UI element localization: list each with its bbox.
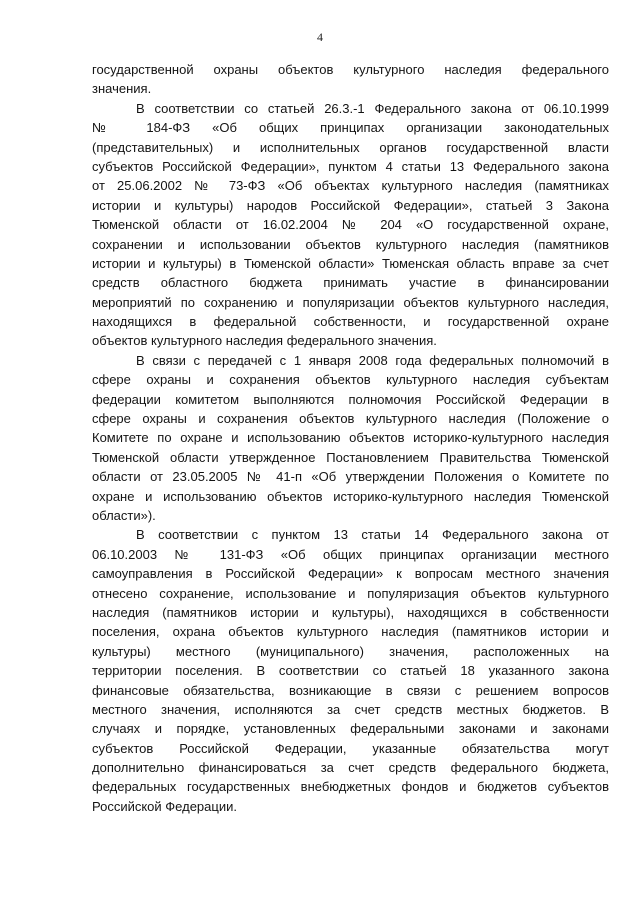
text-line: объектов культурного наследия федерального значения. [92,333,437,349]
page-number: 4 [317,30,323,44]
text-line: финансовые обязательства, возникающие в связи с решением вопросов [92,682,609,698]
text-line: находящихся в федеральной собственности, и государственной охране [92,314,609,330]
text-line: сохранении и использовании объектов культурного наследия (памятников [92,236,609,252]
document-body [92,60,609,816]
text-line: области от 23.05.2005 № 41-п «Об утверждении Положения о Комитете по [92,469,609,485]
text-line: мероприятий по сохранению и популяризации объектов культурного наследия, [92,294,609,310]
text-line: государственной охраны объектов культурного наследия федерального [92,62,609,77]
text-line: сфере охраны и сохранения объектов культурного наследия (Положение о [92,411,609,427]
text-line: наследия (памятников истории и культуры), находящихся в собственности [92,604,609,620]
text-line: Тюменской области утвержденное Постановлением Правительства Тюменской [92,449,609,465]
text-line: дополнительно финансироваться за счет средств федерального бюджета, [92,760,609,776]
text-line: В соответствии со статьей 26.3.-1 Федерального закона от 06.10.1999 [136,100,609,116]
text-line: охране и использованию объектов историко-культурного наследия Тюменской [92,488,609,504]
text-line: Российской Федерации. [92,798,237,814]
text-line: местного значения, исполняются за счет средств местных бюджетов. В [92,701,609,717]
text-line: территории поселения. В соответствии со статьей 18 указанного закона [92,663,609,679]
text-line: федерации комитетом выполняются полномочия Российской Федерации в [92,391,609,407]
text-line: средств областного бюджета принимать участие в финансировании [92,275,609,291]
text-line: Комитете по охране и использованию объектов историко-культурного наследия [92,430,609,446]
text-line: области»). [92,507,156,523]
text-line: федеральных государственных внебюджетных фондов и бюджетов субъектов [92,779,609,795]
text-line: субъектов Российской Федерации», пунктом 4 статьи 13 Федерального закона [92,158,609,174]
text-line: В соответствии с пунктом 13 статьи 14 Федерального закона от [136,527,609,543]
text-line: (представительных) и исполнительных органов государственной власти [92,139,609,155]
text-line: Тюменской области от 16.02.2004 № 204 «О государственной охране, [92,217,609,233]
text-line: отнесено сохранение, использование и популяризация объектов культурного [92,585,609,601]
text-line: случаях и порядке, установленных федеральными законами и законами [92,721,609,737]
text-line: поселения, охрана объектов культурного наследия (памятников истории и [92,624,609,640]
paragraph [92,351,609,526]
paragraph [92,60,609,99]
paragraph [92,525,609,816]
text-line: № 184-ФЗ «Об общих принципах организации законодательных [92,120,609,136]
text-line: сфере охраны и сохранения объектов культурного наследия субъектам [92,372,609,388]
paragraph [92,99,609,351]
text-line: культуры) местного (муниципального) значения, расположенных на [92,643,609,659]
text-line: 06.10.2003 № 131-ФЗ «Об общих принципах организации местного [92,546,609,562]
text-line: самоуправления в Российской Федерации» к вопросам местного значения [92,566,609,582]
text-line: истории и культуры) народов Российской Федерации», статьей 3 Закона [92,197,609,213]
text-line: истории и культуры) в Тюменской области» Тюменская область вправе за счет [92,255,609,271]
text-line: В связи с передачей с 1 января 2008 года федеральных полномочий в [136,352,609,368]
text-line: значения. [92,81,152,97]
text-line: субъектов Российской Федерации, указанные обязательства могут [92,740,609,756]
text-line: от 25.06.2002 № 73-ФЗ «Об объектах культурного наследия (памятниках [92,178,609,194]
